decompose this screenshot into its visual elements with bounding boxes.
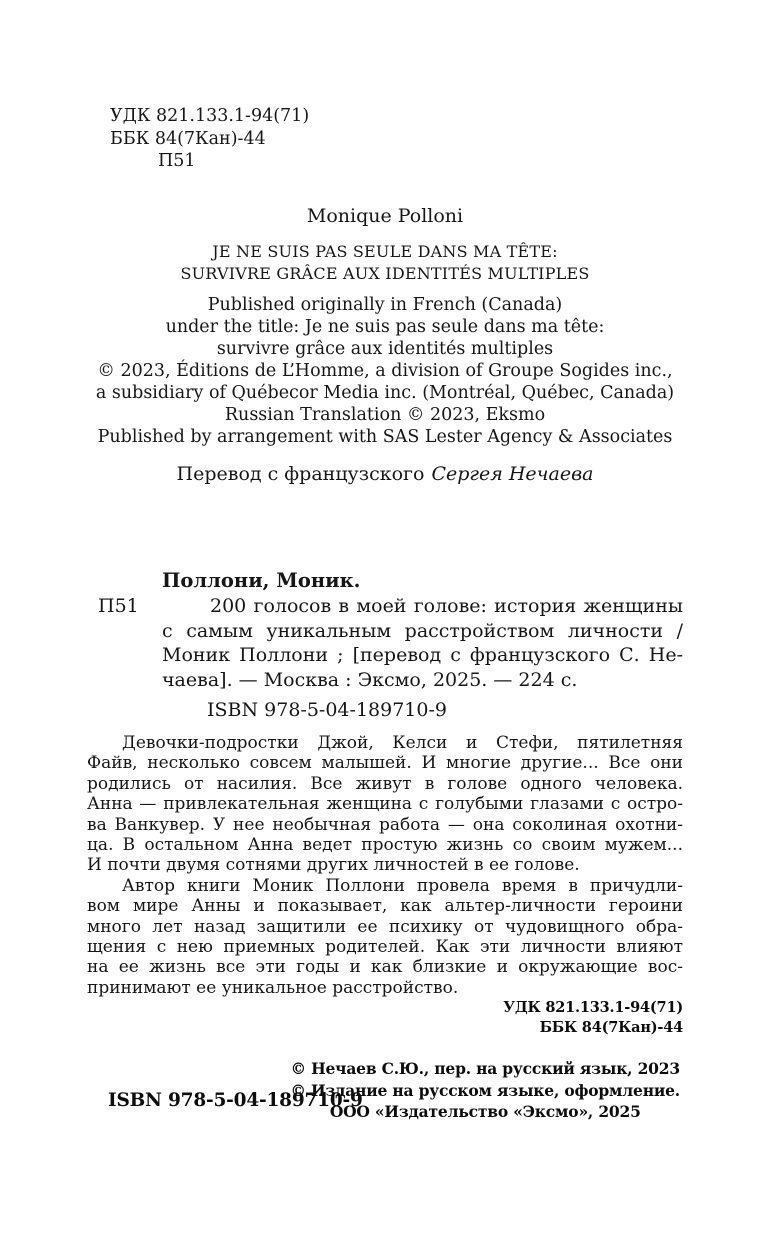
annotation-paragraph [87, 876, 683, 998]
annotation-line: родились от насилия. Все живут в голове одного человека. [87, 773, 683, 794]
publication-line: © 2023, Éditions de L’Homme, a division of Groupe Sogides inc., [97, 361, 673, 381]
annotation-line: вом мире Анны и показывает, как альтер-личности героини [87, 896, 683, 917]
translation-credit [87, 463, 683, 485]
bottom-classification-codes [503, 998, 683, 1037]
catalog-card-author-code: П51 [98, 595, 139, 617]
publication-credits [87, 294, 683, 448]
publication-line: Published originally in French (Canada) [207, 295, 563, 315]
udk-code-bottom: УДК 821.133.1-94(71) [503, 999, 683, 1016]
original-title [87, 241, 683, 285]
annotation-line: Файв, несколько совсем малышей. И многие другие... Все они [87, 753, 683, 774]
annotation-line: И почти двумя сотнями других личностей в ее голове. [87, 855, 580, 876]
annotation-line: щения с нею приемных родителей. Как эти личности влияют [87, 937, 683, 958]
publication-line: survivre grâce aux identités multiples [216, 339, 554, 359]
title-imprint-block [87, 204, 683, 485]
copyright-line: ООО «Издательство «Эксмо», 2025 [329, 1102, 641, 1121]
author-sign-code: П51 [158, 151, 196, 171]
catalog-card [98, 568, 683, 721]
catalog-description-line: с самым уникальным расстройством личности / [162, 619, 683, 642]
catalog-description-line: Моник Поллони ; [перевод с французского С. Не- [162, 644, 683, 666]
annotation-line: Девочки-подростки Джой, Келси и Стефи, пятилетняя [122, 733, 683, 753]
top-classification-codes [110, 105, 309, 173]
annotation-line: принимают ее уникальное расстройство. [87, 977, 459, 998]
original-title-line: JE NE SUIS PAS SEULE DANS MA TÊTE: [212, 242, 558, 261]
annotation-line: Автор книги Моник Поллони провела время в причудли- [122, 875, 683, 896]
catalog-card-heading: Поллони, Моник. [162, 569, 361, 592]
udk-code: УДК 821.133.1-94(71) [110, 106, 310, 126]
catalog-card-description [162, 594, 683, 692]
annotation-line: на ее жизнь все эти годы и как близкие и окружающие вос- [87, 957, 683, 978]
catalog-card-isbn: ISBN 978-5-04-189710-9 [207, 699, 447, 721]
isbn-bottom: ISBN 978-5-04-189710-9 [108, 1090, 363, 1111]
annotation-line: ца. В остальном Анна ведет простую жизнь со своим мужем... [87, 835, 683, 856]
publication-line: under the title: Je ne suis pas seule dans ma tête: [165, 317, 605, 337]
bbk-code-bottom: ББК 84(7Кан)-44 [539, 1018, 683, 1036]
annotation-line: ва Ванкувер. У нее необычная работа — она соколиная охотни- [87, 814, 683, 835]
publication-line: Published by arrangement with SAS Lester Agency & Associates [97, 427, 673, 447]
copyright-line: © Издание на русском языке, оформление. [290, 1080, 680, 1100]
copyright-line: © Нечаев С.Ю., пер. на русский язык, 2023 [290, 1059, 680, 1078]
catalog-description-line: 200 голосов в моей голове: история женщины [210, 595, 683, 617]
bbk-code: ББК 84(7Кан)-44 [110, 128, 266, 149]
publication-line: a subsidiary of Québecor Media inc. (Montréal, Québec, Canada) [95, 383, 675, 403]
translation-credit-prefix: Перевод с французского [176, 463, 425, 485]
original-title-line: SURVIVRE GRÂCE AUX IDENTITÉS MULTIPLES [180, 264, 590, 283]
author-name: Monique Polloni [306, 205, 464, 227]
annotation [87, 733, 683, 998]
publication-line: Russian Translation © 2023, Eksmo [224, 405, 546, 425]
annotation-line: много лет назад защитили ее психику от чудовищного обра- [87, 916, 683, 937]
annotation-line: Анна — привлекательная женщина с голубыми глазами с остро- [87, 794, 683, 815]
catalog-description-line: чаева]. — Москва : Эксмо, 2025. — 224 с. [162, 668, 578, 691]
annotation-paragraph [87, 733, 683, 876]
translator-name: Сергея Нечаева [431, 463, 594, 485]
